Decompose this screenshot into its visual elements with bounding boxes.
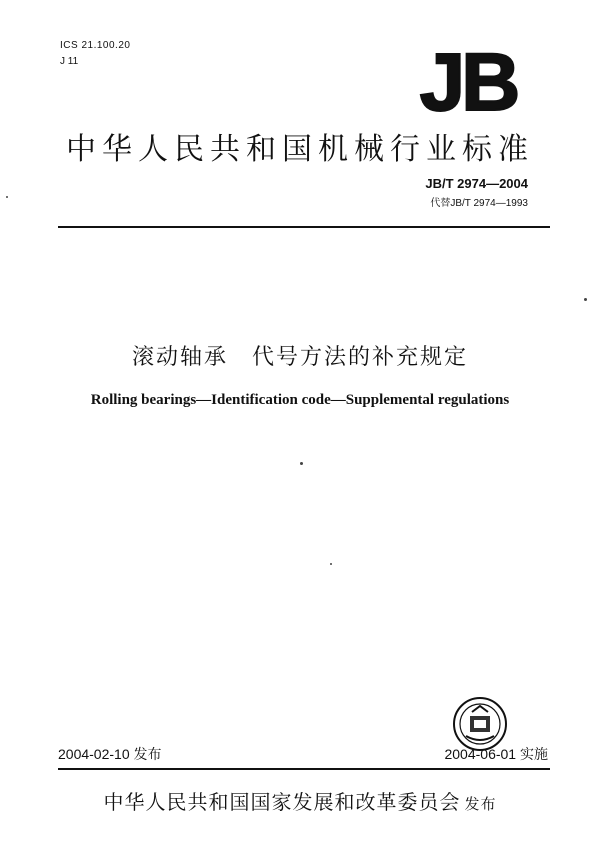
standard-type-heading: 中华人民共和国机械行业标准 bbox=[66, 132, 534, 167]
publisher-suffix: 发布 bbox=[464, 795, 497, 813]
scan-speck bbox=[300, 462, 303, 465]
title-chinese: 滚动轴承 代号方法的补充规定 bbox=[131, 345, 468, 370]
scan-speck bbox=[6, 196, 8, 198]
scan-speck bbox=[330, 563, 332, 565]
title-english: Rolling bearings—Identification code—Supplemental regulations bbox=[90, 392, 510, 408]
publisher bbox=[0, 786, 600, 815]
ics-code: ICS 21.100.20 bbox=[60, 40, 131, 51]
standard-number: JB/T 2974—2004 bbox=[425, 176, 528, 191]
top-divider bbox=[58, 226, 550, 228]
replaces-standard: 代替JB/T 2974—1993 bbox=[430, 198, 528, 209]
publisher-name: 中华人民共和国国家发展和改革委员会 bbox=[103, 790, 461, 814]
jb-logo-text: JB bbox=[419, 40, 517, 120]
implementation-date: 2004-06-01 实施 bbox=[444, 746, 548, 762]
classification-code: J 11 bbox=[60, 56, 79, 67]
bottom-divider bbox=[58, 768, 550, 770]
issue-date: 2004-02-10 发布 bbox=[58, 746, 162, 762]
scan-speck bbox=[584, 298, 587, 301]
jb-logo bbox=[408, 40, 528, 120]
